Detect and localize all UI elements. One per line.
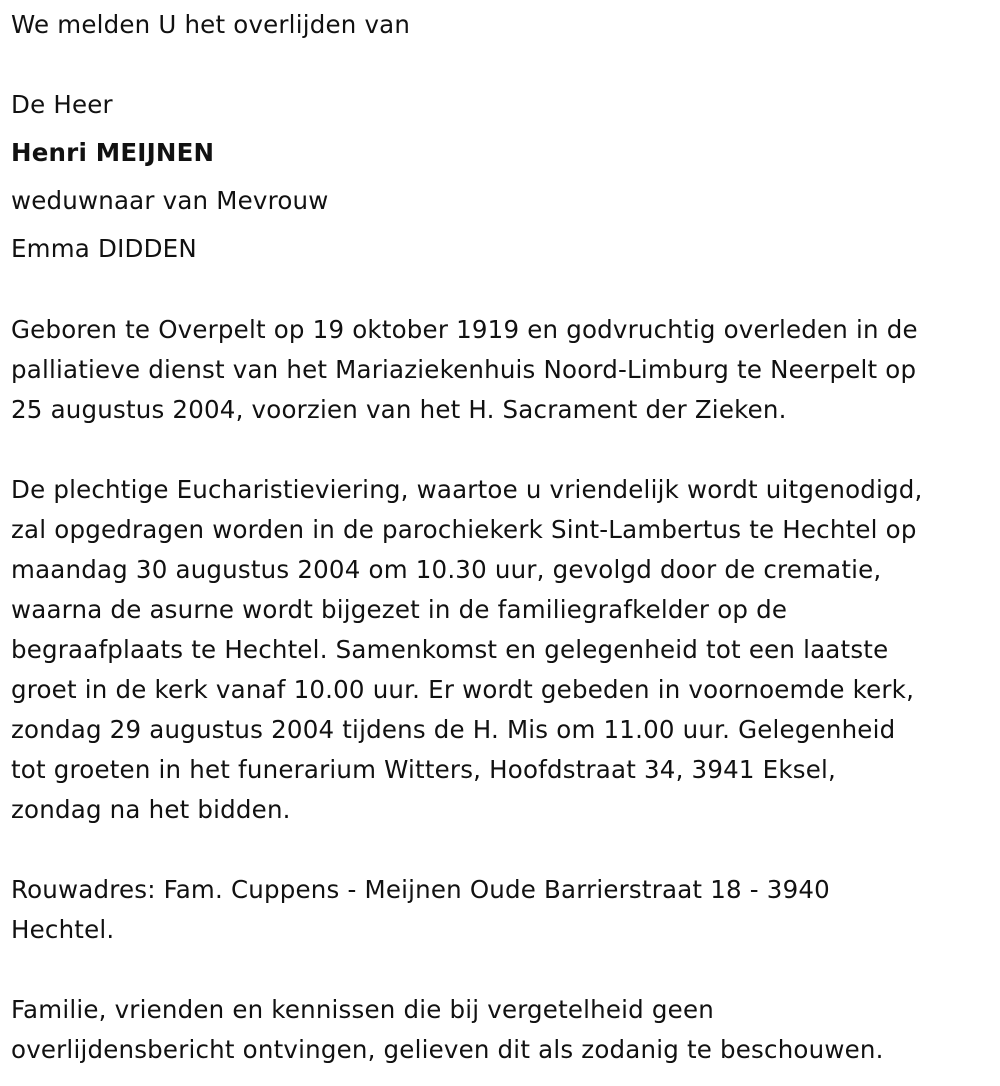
paragraph-line: begraafplaats te Hechtel. Samenkomst en gelegenheid tot een laatste <box>11 635 889 664</box>
paragraph-line: 25 augustus 2004, voorzien van het H. Sacrament der Zieken. <box>11 395 787 424</box>
paragraph-line: groet in de kerk vanaf 10.00 uur. Er wordt gebeden in voornoemde kerk, <box>11 675 915 704</box>
intro-text: We melden U het overlijden van <box>11 10 411 39</box>
salutation: De Heer <box>11 90 113 119</box>
widower-of-text: weduwnaar van Mevrouw <box>11 186 329 215</box>
paragraph-line: palliatieve dienst van het Mariaziekenhuis Noord-Limburg te Neerpelt op <box>11 355 917 384</box>
paragraph-line: waarna de asurne wordt bijgezet in de familiegrafkelder op de <box>11 595 788 624</box>
paragraph-line: De plechtige Eucharistieviering, waartoe u vriendelijk wordt uitgenodigd, <box>11 475 923 504</box>
paragraph-line: zondag na het bidden. <box>11 795 291 824</box>
paragraph-line: zondag 29 augustus 2004 tijdens de H. Mis om 11.00 uur. Gelegenheid <box>11 715 896 744</box>
paragraph-line: maandag 30 augustus 2004 om 10.30 uur, gevolgd door de crematie, <box>11 555 882 584</box>
closing-paragraph <box>11 990 996 1070</box>
paragraph-line: overlijdensbericht ontvingen, gelieven dit als zodanig te beschouwen. <box>11 1035 884 1064</box>
address-paragraph <box>11 870 996 950</box>
paragraph-line: zal opgedragen worden in de parochiekerk Sint-Lambertus te Hechtel op <box>11 515 917 544</box>
ceremony-paragraph <box>11 470 996 830</box>
paragraph-line: Hechtel. <box>11 915 115 944</box>
paragraph-line: Familie, vrienden en kennissen die bij vergetelheid geen <box>11 995 714 1024</box>
paragraph-line: Rouwadres: Fam. Cuppens - Meijnen Oude Barrierstraat 18 - 3940 <box>11 875 830 904</box>
spouse-name: Emma DIDDEN <box>11 234 197 263</box>
birth-paragraph <box>11 310 996 430</box>
paragraph-line: Geboren te Overpelt op 19 oktober 1919 en godvruchtig overleden in de <box>11 315 918 344</box>
deceased-name: Henri MEIJNEN <box>11 138 215 167</box>
paragraph-line: tot groeten in het funerarium Witters, Hoofdstraat 34, 3941 Eksel, <box>11 755 836 784</box>
